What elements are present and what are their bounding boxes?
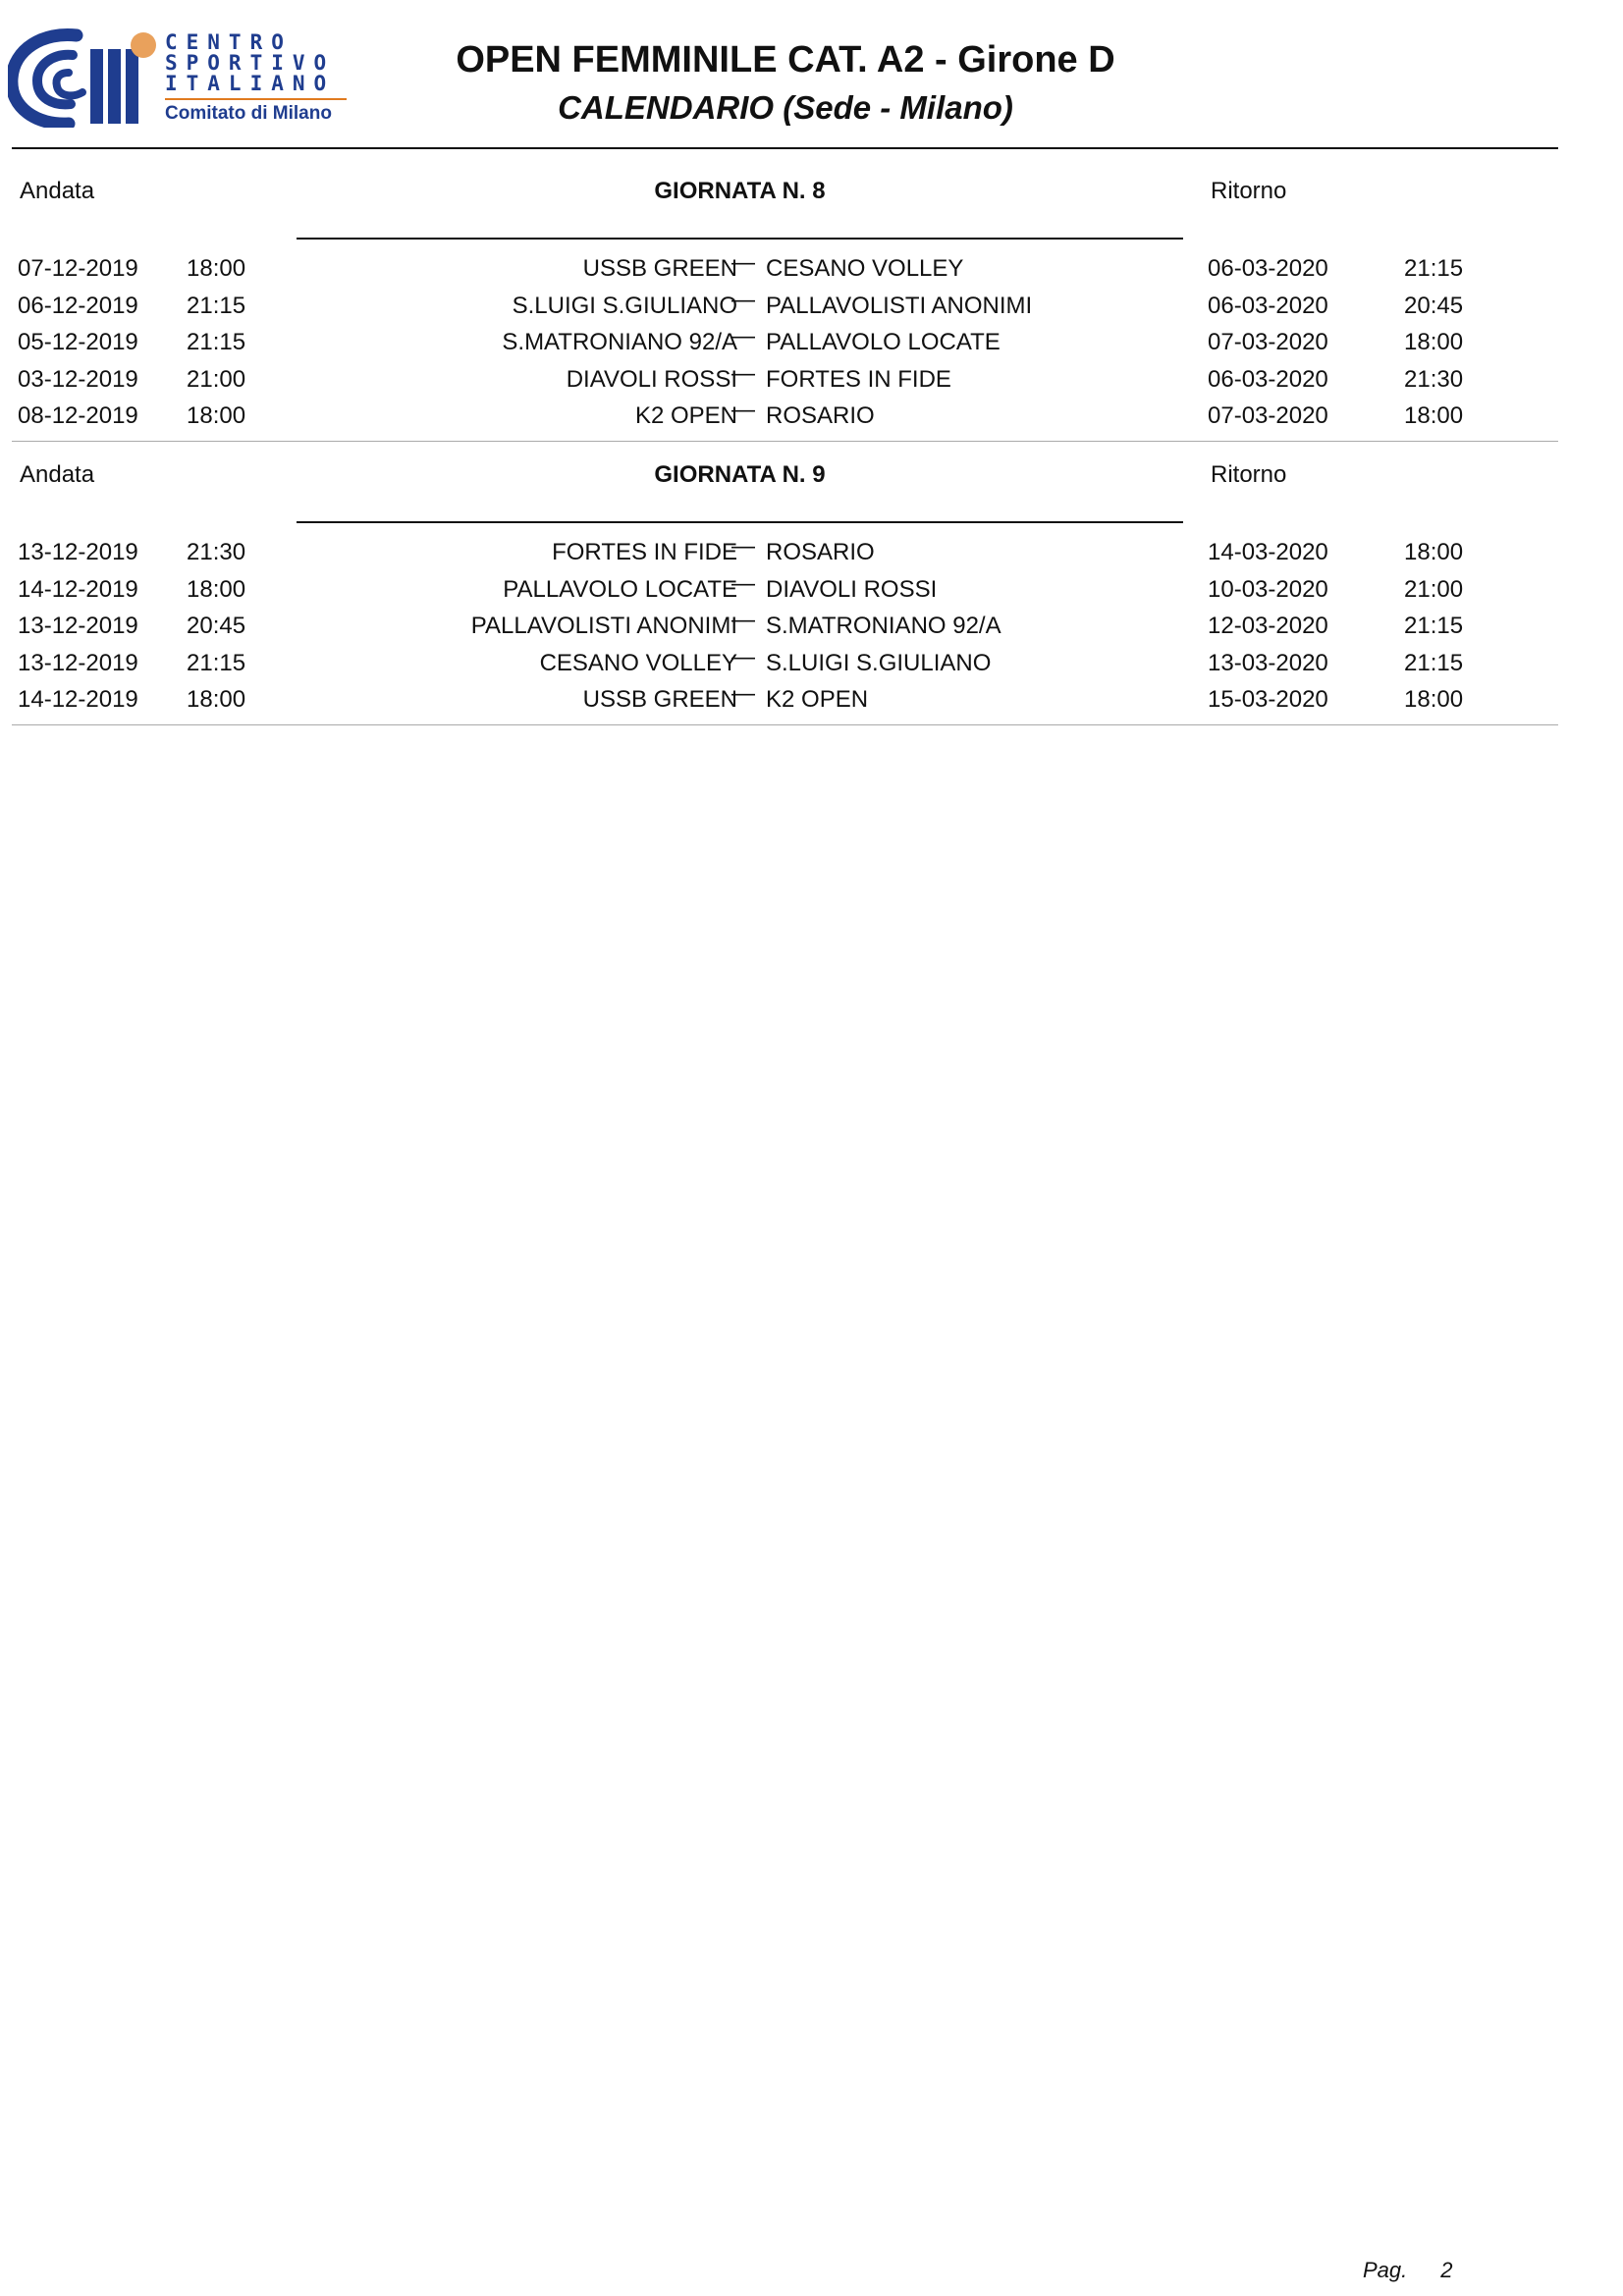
giornata-underline bbox=[297, 521, 1183, 523]
ritorno-date: 12-03-2020 bbox=[1208, 613, 1328, 639]
andata-date: 05-12-2019 bbox=[18, 329, 138, 355]
match-row bbox=[12, 361, 1558, 399]
home-team: DIAVOLI ROSSI bbox=[566, 365, 737, 393]
vs-dash: — bbox=[731, 643, 755, 670]
andata-date: 03-12-2019 bbox=[18, 365, 138, 393]
giornata-section-9 bbox=[12, 454, 1558, 738]
andata-date: 13-12-2019 bbox=[18, 649, 138, 676]
away-team: ROSARIO bbox=[766, 402, 875, 429]
ritorno-date: 10-03-2020 bbox=[1208, 575, 1328, 603]
andata-date: 06-12-2019 bbox=[18, 292, 138, 319]
match-row bbox=[12, 250, 1558, 288]
ritorno-time: 21:15 bbox=[1404, 613, 1464, 639]
page-number-value: 2 bbox=[1440, 2258, 1453, 2282]
section-divider bbox=[12, 441, 1558, 442]
match-row bbox=[12, 324, 1558, 361]
andata-time: 18:00 bbox=[187, 402, 246, 429]
ritorno-date: 06-03-2020 bbox=[1208, 255, 1328, 282]
match-row bbox=[12, 645, 1558, 682]
home-team: K2 OPEN bbox=[634, 402, 737, 429]
away-team: S.LUIGI S.GIULIANO bbox=[766, 649, 992, 676]
section-header bbox=[12, 170, 1558, 213]
home-team: S.LUIGI S.GIULIANO bbox=[512, 292, 737, 319]
match-row bbox=[12, 681, 1558, 719]
ritorno-date: 07-03-2020 bbox=[1208, 402, 1328, 429]
vs-dash: — bbox=[731, 607, 755, 633]
vs-dash: — bbox=[731, 680, 755, 707]
andata-label: Andata bbox=[20, 178, 95, 204]
ritorno-time: 18:00 bbox=[1404, 329, 1464, 355]
andata-time: 21:00 bbox=[187, 365, 246, 393]
logo-line-sportivo: SPORTIVO bbox=[165, 51, 336, 75]
home-team: USSB GREEN bbox=[582, 686, 737, 713]
header-divider bbox=[12, 147, 1558, 149]
away-team: S.MATRONIANO 92/A bbox=[766, 613, 1001, 639]
match-list bbox=[12, 250, 1558, 435]
ritorno-time: 18:00 bbox=[1404, 402, 1464, 429]
page-subtitle: CALENDARIO (Sede - Milano) bbox=[558, 89, 1013, 126]
andata-label: Andata bbox=[20, 461, 95, 488]
andata-date: 13-12-2019 bbox=[18, 539, 138, 565]
andata-time: 21:15 bbox=[187, 649, 246, 676]
home-team: PALLAVOLO LOCATE bbox=[503, 575, 737, 603]
andata-time: 18:00 bbox=[187, 686, 246, 713]
ritorno-time: 21:15 bbox=[1404, 255, 1464, 282]
ritorno-date: 06-03-2020 bbox=[1208, 292, 1328, 319]
logo-divider bbox=[165, 98, 347, 100]
ritorno-date: 15-03-2020 bbox=[1208, 686, 1328, 713]
logo-text bbox=[165, 32, 347, 125]
andata-time: 21:15 bbox=[187, 329, 246, 355]
home-team: S.MATRONIANO 92/A bbox=[502, 329, 737, 355]
andata-time: 20:45 bbox=[187, 613, 246, 639]
ritorno-label: Ritorno bbox=[1211, 461, 1287, 488]
away-team: CESANO VOLLEY bbox=[766, 255, 964, 282]
away-team: FORTES IN FIDE bbox=[766, 365, 951, 393]
ritorno-label: Ritorno bbox=[1211, 178, 1287, 204]
home-team: USSB GREEN bbox=[582, 255, 737, 282]
logo-line-italiano: ITALIANO bbox=[165, 72, 336, 95]
andata-date: 08-12-2019 bbox=[18, 402, 138, 429]
match-row bbox=[12, 398, 1558, 435]
away-team: PALLAVOLISTI ANONIMI bbox=[766, 292, 1033, 319]
match-row bbox=[12, 571, 1558, 609]
andata-date: 14-12-2019 bbox=[18, 575, 138, 603]
section-divider bbox=[12, 724, 1558, 725]
match-row bbox=[12, 608, 1558, 645]
ritorno-time: 18:00 bbox=[1404, 686, 1464, 713]
vs-dash: — bbox=[731, 569, 755, 597]
page-label: Pag. bbox=[1363, 2258, 1408, 2282]
ritorno-time: 18:00 bbox=[1404, 539, 1464, 565]
andata-time: 21:30 bbox=[187, 539, 246, 565]
ritorno-date: 13-03-2020 bbox=[1208, 649, 1328, 676]
andata-time: 18:00 bbox=[187, 575, 246, 603]
vs-dash: — bbox=[731, 286, 755, 313]
home-team: PALLAVOLISTI ANONIMI bbox=[470, 613, 737, 639]
away-team: PALLAVOLO LOCATE bbox=[766, 329, 1001, 355]
match-row bbox=[12, 534, 1558, 571]
ritorno-date: 06-03-2020 bbox=[1208, 365, 1328, 393]
andata-time: 21:15 bbox=[187, 292, 246, 319]
giornata-underline bbox=[297, 238, 1183, 240]
page-title: OPEN FEMMINILE CAT. A2 - Girone D bbox=[456, 39, 1115, 80]
logo-line-centro: CENTRO bbox=[165, 30, 293, 54]
away-team: DIAVOLI ROSSI bbox=[766, 575, 938, 603]
andata-date: 14-12-2019 bbox=[18, 686, 138, 713]
section-header bbox=[12, 454, 1558, 497]
ritorno-date: 14-03-2020 bbox=[1208, 539, 1328, 565]
away-team: ROSARIO bbox=[766, 539, 875, 565]
home-team: FORTES IN FIDE bbox=[552, 539, 737, 565]
ritorno-time: 21:30 bbox=[1404, 365, 1464, 393]
vs-dash: — bbox=[731, 533, 755, 560]
page-number bbox=[1363, 2258, 1453, 2283]
ritorno-date: 07-03-2020 bbox=[1208, 329, 1328, 355]
ritorno-time: 21:00 bbox=[1404, 575, 1464, 603]
andata-date: 13-12-2019 bbox=[18, 613, 138, 639]
csi-logo bbox=[8, 27, 347, 133]
match-row bbox=[12, 288, 1558, 325]
vs-dash: — bbox=[731, 249, 755, 276]
ritorno-time: 20:45 bbox=[1404, 292, 1464, 319]
giornata-title: GIORNATA N. 9 bbox=[654, 461, 826, 488]
logo-committee: Comitato di Milano bbox=[165, 103, 332, 124]
vs-dash: — bbox=[731, 359, 755, 387]
vs-dash: — bbox=[731, 323, 755, 349]
andata-date: 07-12-2019 bbox=[18, 255, 138, 282]
match-list bbox=[12, 534, 1558, 719]
away-team: K2 OPEN bbox=[766, 686, 869, 713]
giornata-section-8 bbox=[12, 170, 1558, 454]
home-team: CESANO VOLLEY bbox=[539, 649, 737, 676]
vs-dash: — bbox=[731, 397, 755, 423]
csi-emblem-icon bbox=[8, 27, 165, 128]
ritorno-time: 21:15 bbox=[1404, 649, 1464, 676]
giornata-title: GIORNATA N. 8 bbox=[654, 178, 826, 204]
andata-time: 18:00 bbox=[187, 255, 246, 282]
